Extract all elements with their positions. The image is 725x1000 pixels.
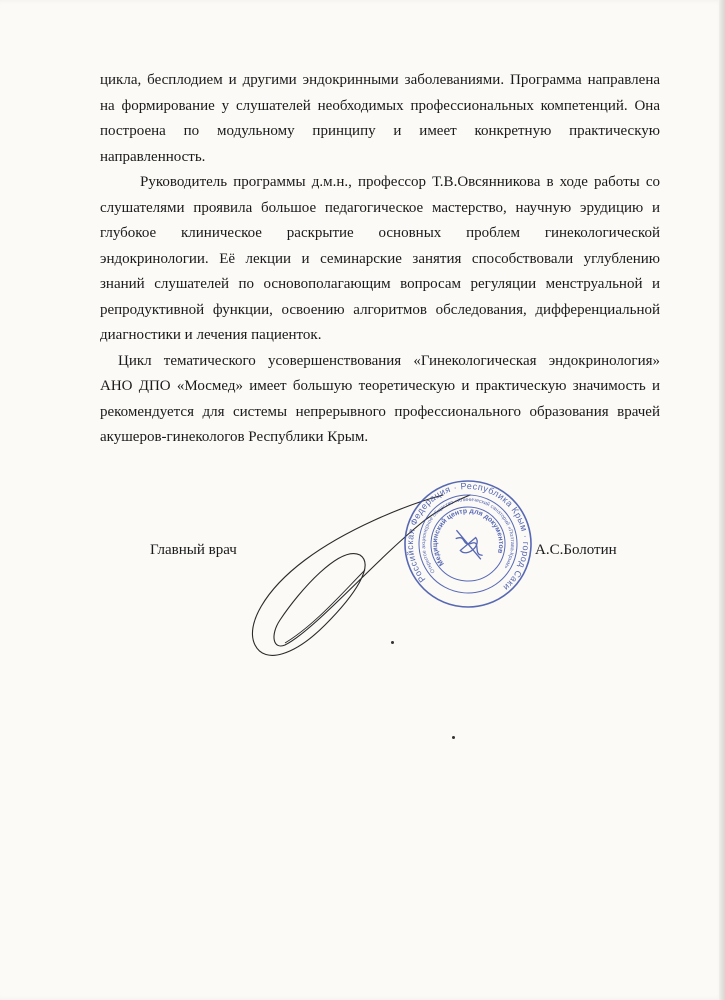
page-edge-shadow xyxy=(719,0,725,1000)
svg-text:Медицинский центр для документ: Медицинский центр для документов xyxy=(431,507,505,567)
paragraph-3: Цикл тематического усовершенствования «Гинекологическая эндокринология» АНО ДПО «Мосмед» имеет большую теоретическую и практическую значимость и рекомендуется для системы непрерывного профессионального образования врачей акушеров-гинекологов Республики Крым. xyxy=(100,352,660,445)
svg-text:Российская Федерация · Республ: Российская Федерация · Республика Крым · город Саки xyxy=(404,480,532,593)
official-stamp xyxy=(402,478,534,610)
position-title: Главный врач xyxy=(150,542,237,558)
svg-text:Открытое акционерное общество: Открытое акционерное общество «Клинический санаторий «Полтава-Крым» xyxy=(420,496,516,575)
signer-name: А.С.Болотин xyxy=(535,542,617,558)
speck-mark xyxy=(391,641,394,644)
document-body xyxy=(100,68,660,451)
paragraph-2: Руководитель программы д.м.н., профессор Т.В.Овсянникова в ходе работы со слушателями проявила большое педагогическое мастерство, научную эрудицию и глубокое клиническое раскрытие основных проблем гинекологической эндокринологии. Её лекции и семинарские занятия способствовали углублению знаний слушателей по основополагающим вопросам регуляции менструальной и репродуктивной функции, освоению алгоритмов обследования, дифференциальной диагностики и лечения пациенток. xyxy=(100,174,660,343)
paragraph-1: цикла, бесплодием и другими эндокринными заболеваниями. Программа направлена на формирование у слушателей необходимых профессиональных компетенций. Она построена по модульному принципу и имеет конкретную практическую направленность. xyxy=(100,72,660,165)
speck-mark xyxy=(452,736,455,739)
